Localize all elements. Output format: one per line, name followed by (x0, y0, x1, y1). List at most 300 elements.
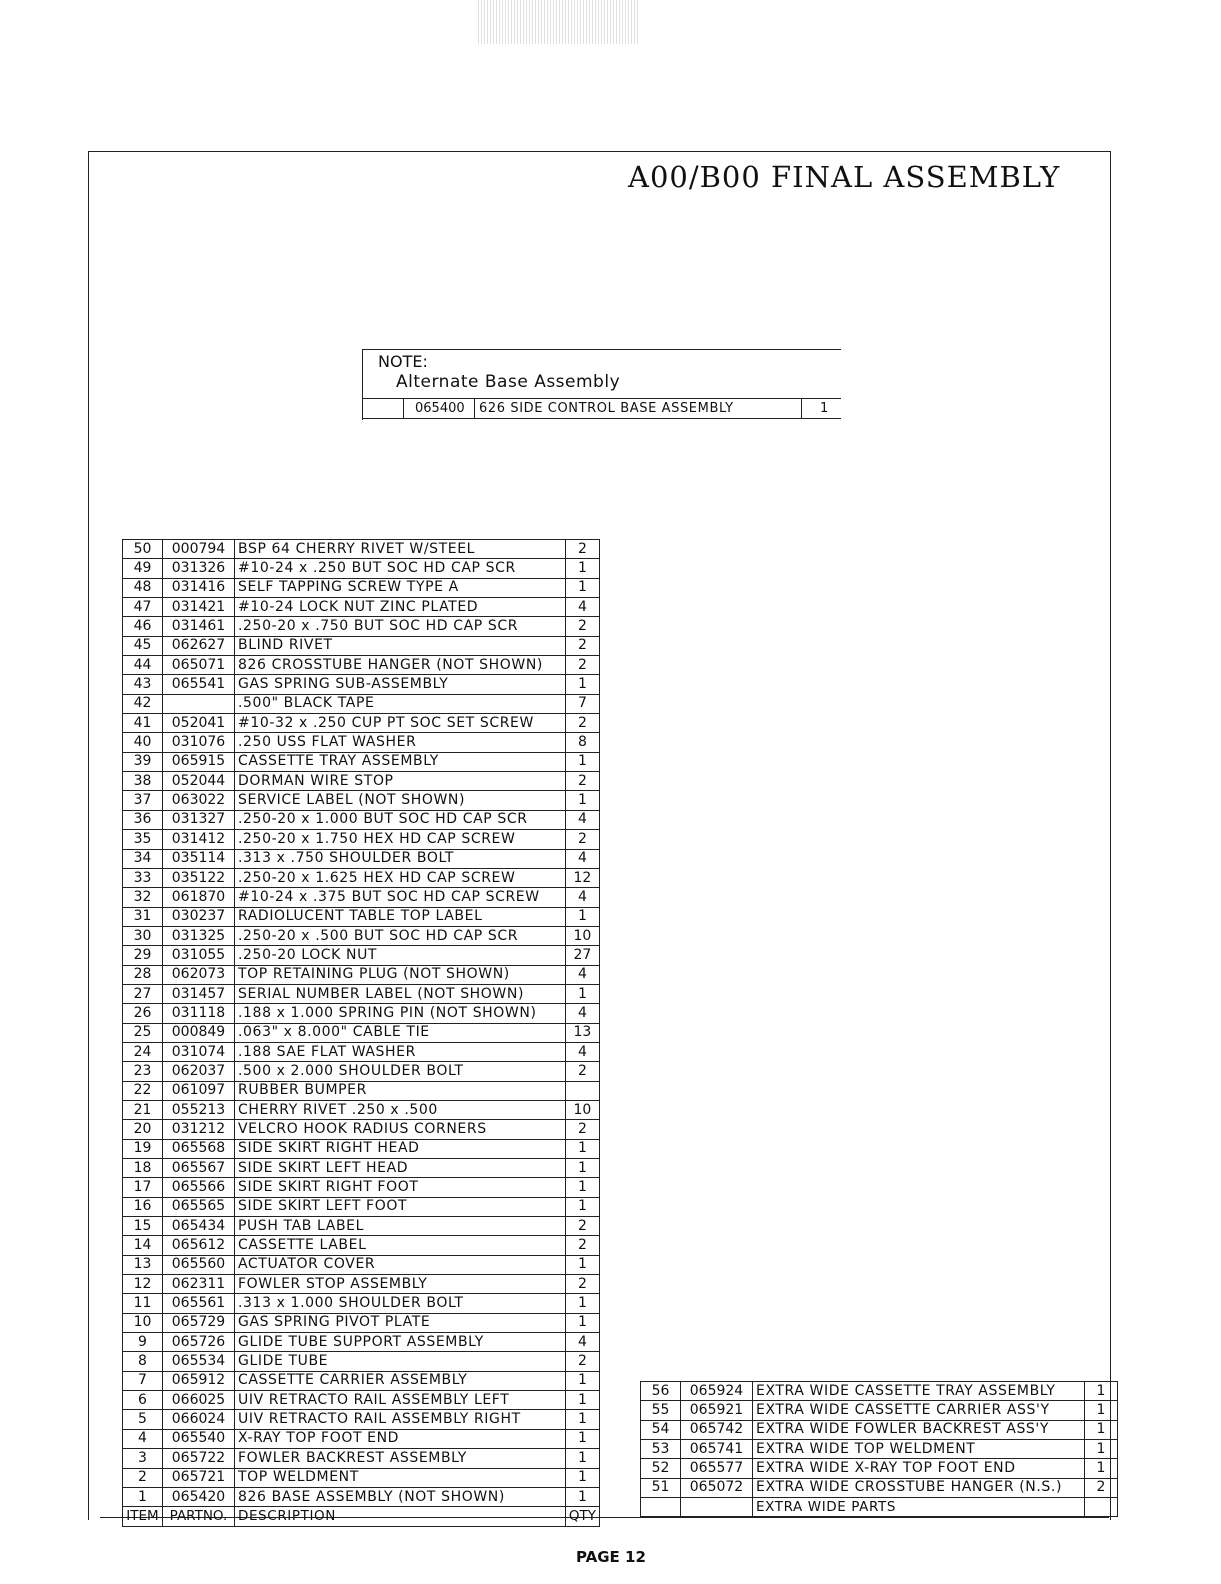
description-cell: SELF TAPPING SCREW TYPE A (235, 578, 566, 597)
quantity-cell: 1 (565, 1294, 599, 1313)
item-number-cell: 4 (123, 1429, 163, 1448)
quantity-cell: 2 (565, 656, 599, 675)
part-number-cell: 031325 (163, 926, 235, 945)
description-cell: SIDE SKIRT LEFT HEAD (235, 1159, 566, 1178)
description-cell: .250-20 x .500 BUT SOC HD CAP SCR (235, 926, 566, 945)
item-number-cell: 26 (123, 1004, 163, 1023)
note-box (362, 349, 841, 420)
table-row (641, 1440, 1118, 1459)
description-cell: FOWLER STOP ASSEMBLY (235, 1275, 566, 1294)
quantity-cell: 2 (565, 772, 599, 791)
part-number-cell: 031074 (163, 1042, 235, 1061)
part-number-cell: 061870 (163, 888, 235, 907)
quantity-cell: 1 (565, 752, 599, 771)
part-number-cell: 065726 (163, 1333, 235, 1352)
note-qty: 1 (820, 401, 829, 416)
description-cell: .250-20 LOCK NUT (235, 946, 566, 965)
quantity-cell: 1 (565, 559, 599, 578)
table-row (123, 1062, 600, 1081)
part-number-cell: 065071 (163, 656, 235, 675)
item-number-cell: 38 (123, 772, 163, 791)
column-header-qty (1085, 1498, 1118, 1517)
item-number-cell: 3 (123, 1449, 163, 1468)
quantity-cell: 1 (565, 578, 599, 597)
table-row (123, 965, 600, 984)
column-header-item: ITEM (123, 1507, 163, 1526)
description-cell: RADIOLUCENT TABLE TOP LABEL (235, 907, 566, 926)
item-number-cell: 28 (123, 965, 163, 984)
column-header-description: EXTRA WIDE PARTS (753, 1498, 1085, 1517)
description-cell: UIV RETRACTO RAIL ASSEMBLY LEFT (235, 1391, 566, 1410)
part-number-cell: 062073 (163, 965, 235, 984)
table-row (123, 1255, 600, 1274)
description-cell: GAS SPRING PIVOT PLATE (235, 1313, 566, 1332)
item-number-cell: 41 (123, 714, 163, 733)
table-row (123, 578, 600, 597)
table-row (123, 907, 600, 926)
quantity-cell: 2 (565, 830, 599, 849)
item-number-cell: 5 (123, 1410, 163, 1429)
table-row (123, 1313, 600, 1332)
table-row (123, 1352, 600, 1371)
item-number-cell: 33 (123, 868, 163, 887)
item-number-cell: 45 (123, 636, 163, 655)
part-number-cell: 031421 (163, 598, 235, 617)
table-row (123, 1100, 600, 1119)
table-row (123, 1081, 600, 1100)
parts-list-table (122, 539, 600, 1527)
quantity-cell: 2 (565, 714, 599, 733)
part-number-cell: 065566 (163, 1178, 235, 1197)
part-number-cell: 065072 (681, 1478, 753, 1497)
item-number-cell: 44 (123, 656, 163, 675)
column-header-item (641, 1498, 681, 1517)
description-cell: EXTRA WIDE CASSETTE CARRIER ASS'Y (753, 1401, 1085, 1420)
quantity-cell: 2 (565, 1217, 599, 1236)
table-row (123, 1449, 600, 1468)
quantity-cell: 1 (565, 1429, 599, 1448)
table-row (641, 1459, 1118, 1478)
quantity-cell: 1 (565, 1449, 599, 1468)
quantity-cell (565, 1081, 599, 1100)
item-number-cell: 8 (123, 1352, 163, 1371)
description-cell: BSP 64 CHERRY RIVET W/STEEL (235, 540, 566, 559)
table-row (123, 1139, 600, 1158)
quantity-cell: 1 (565, 1178, 599, 1197)
item-number-cell: 35 (123, 830, 163, 849)
part-number-cell: 031326 (163, 559, 235, 578)
quantity-cell: 1 (565, 1139, 599, 1158)
part-number-cell: 065612 (163, 1236, 235, 1255)
part-number-cell: 031212 (163, 1120, 235, 1139)
note-description: 626 SIDE CONTROL BASE ASSEMBLY (479, 401, 734, 416)
item-number-cell: 53 (641, 1440, 681, 1459)
table-row (123, 1468, 600, 1487)
quantity-cell: 2 (565, 1120, 599, 1139)
item-number-cell: 48 (123, 578, 163, 597)
quantity-cell: 4 (565, 965, 599, 984)
item-number-cell: 13 (123, 1255, 163, 1274)
quantity-cell: 2 (565, 1275, 599, 1294)
item-number-cell: 25 (123, 1023, 163, 1042)
table-row (123, 636, 600, 655)
quantity-cell: 2 (565, 1236, 599, 1255)
item-number-cell: 22 (123, 1081, 163, 1100)
table-row (123, 1159, 600, 1178)
item-number-cell: 20 (123, 1120, 163, 1139)
part-number-cell: 031076 (163, 733, 235, 752)
quantity-cell: 4 (565, 849, 599, 868)
quantity-cell: 1 (1085, 1382, 1118, 1401)
part-number-cell: 065742 (681, 1420, 753, 1439)
part-number-cell: 055213 (163, 1100, 235, 1119)
part-number-cell: 031118 (163, 1004, 235, 1023)
table-row (123, 617, 600, 636)
table-row (123, 1333, 600, 1352)
item-number-cell: 56 (641, 1382, 681, 1401)
item-number-cell: 51 (641, 1478, 681, 1497)
description-cell: DORMAN WIRE STOP (235, 772, 566, 791)
item-number-cell: 36 (123, 810, 163, 829)
item-number-cell: 37 (123, 791, 163, 810)
quantity-cell: 4 (565, 1333, 599, 1352)
part-number-cell: 052044 (163, 772, 235, 791)
item-number-cell: 29 (123, 946, 163, 965)
table-row (123, 714, 600, 733)
table-row (123, 1275, 600, 1294)
description-cell: .188 x 1.000 SPRING PIN (NOT SHOWN) (235, 1004, 566, 1023)
part-number-cell: 030237 (163, 907, 235, 926)
part-number-cell: 065565 (163, 1197, 235, 1216)
part-number-cell: 065721 (163, 1468, 235, 1487)
item-number-cell: 9 (123, 1333, 163, 1352)
quantity-cell: 7 (565, 694, 599, 713)
part-number-cell: 065568 (163, 1139, 235, 1158)
table-row (123, 1023, 600, 1042)
table-row (123, 1120, 600, 1139)
table-row (123, 540, 600, 559)
part-number-cell: 065912 (163, 1371, 235, 1390)
quantity-cell: 10 (565, 1100, 599, 1119)
description-cell: .250-20 x 1.625 HEX HD CAP SCREW (235, 868, 566, 887)
table-row (641, 1401, 1118, 1420)
quantity-cell: 27 (565, 946, 599, 965)
table-row (123, 1391, 600, 1410)
table-row (123, 984, 600, 1003)
description-cell: CASSETTE CARRIER ASSEMBLY (235, 1371, 566, 1390)
note-label: NOTE: (378, 352, 428, 371)
table-header-row (123, 1507, 600, 1526)
table-row (123, 1217, 600, 1236)
description-cell: EXTRA WIDE CROSSTUBE HANGER (N.S.) (753, 1478, 1085, 1497)
description-cell: UIV RETRACTO RAIL ASSEMBLY RIGHT (235, 1410, 566, 1429)
part-number-cell: 065924 (681, 1382, 753, 1401)
quantity-cell: 2 (565, 540, 599, 559)
description-cell: SIDE SKIRT RIGHT FOOT (235, 1178, 566, 1197)
part-number-cell: 065722 (163, 1449, 235, 1468)
quantity-cell: 2 (565, 1352, 599, 1371)
table-row (123, 694, 600, 713)
part-number-cell: 035114 (163, 849, 235, 868)
table-row (123, 752, 600, 771)
table-row (123, 830, 600, 849)
item-number-cell: 54 (641, 1420, 681, 1439)
part-number-cell: 065560 (163, 1255, 235, 1274)
description-cell: BLIND RIVET (235, 636, 566, 655)
table-row (641, 1420, 1118, 1439)
item-number-cell: 2 (123, 1468, 163, 1487)
item-number-cell: 1 (123, 1487, 163, 1506)
description-cell: .500 x 2.000 SHOULDER BOLT (235, 1062, 566, 1081)
description-cell: PUSH TAB LABEL (235, 1217, 566, 1236)
part-number-cell: 065577 (681, 1459, 753, 1478)
item-number-cell: 15 (123, 1217, 163, 1236)
column-header-partno: PARTNO. (163, 1507, 235, 1526)
quantity-cell: 1 (565, 1487, 599, 1506)
table-row (123, 868, 600, 887)
item-number-cell: 50 (123, 540, 163, 559)
table-row (123, 1429, 600, 1448)
item-number-cell: 6 (123, 1391, 163, 1410)
description-cell: SIDE SKIRT RIGHT HEAD (235, 1139, 566, 1158)
table-row (123, 888, 600, 907)
quantity-cell: 1 (565, 675, 599, 694)
item-number-cell: 39 (123, 752, 163, 771)
description-cell: GLIDE TUBE (235, 1352, 566, 1371)
description-cell: .063" x 8.000" CABLE TIE (235, 1023, 566, 1042)
item-number-cell: 31 (123, 907, 163, 926)
part-number-cell: 065921 (681, 1401, 753, 1420)
item-number-cell: 11 (123, 1294, 163, 1313)
item-number-cell: 55 (641, 1401, 681, 1420)
column-header-qty: QTY (565, 1507, 599, 1526)
item-number-cell: 14 (123, 1236, 163, 1255)
item-number-cell: 23 (123, 1062, 163, 1081)
quantity-cell: 4 (565, 598, 599, 617)
column-header-partno (681, 1498, 753, 1517)
extra-wide-parts-table (640, 1381, 1118, 1517)
quantity-cell: 1 (565, 1468, 599, 1487)
description-cell: .250-20 x 1.000 BUT SOC HD CAP SCR (235, 810, 566, 829)
description-cell: #10-24 x .250 BUT SOC HD CAP SCR (235, 559, 566, 578)
quantity-cell: 1 (1085, 1401, 1118, 1420)
item-number-cell: 34 (123, 849, 163, 868)
quantity-cell: 1 (565, 1197, 599, 1216)
page-number: PAGE 12 (576, 1548, 646, 1566)
description-cell: CASSETTE LABEL (235, 1236, 566, 1255)
part-number-cell: 031457 (163, 984, 235, 1003)
description-cell: EXTRA WIDE FOWLER BACKREST ASS'Y (753, 1420, 1085, 1439)
table-row (123, 675, 600, 694)
table-row (123, 946, 600, 965)
description-cell: SERIAL NUMBER LABEL (NOT SHOWN) (235, 984, 566, 1003)
scan-artifact (478, 0, 640, 44)
item-number-cell: 24 (123, 1042, 163, 1061)
item-number-cell: 27 (123, 984, 163, 1003)
quantity-cell: 1 (565, 1255, 599, 1274)
part-number-cell: 065540 (163, 1429, 235, 1448)
description-cell: RUBBER BUMPER (235, 1081, 566, 1100)
quantity-cell: 12 (565, 868, 599, 887)
part-number-cell: 065534 (163, 1352, 235, 1371)
part-number-cell: 052041 (163, 714, 235, 733)
table-header-row (641, 1498, 1118, 1517)
description-cell: 826 BASE ASSEMBLY (NOT SHOWN) (235, 1487, 566, 1506)
item-number-cell: 7 (123, 1371, 163, 1390)
description-cell: #10-24 LOCK NUT ZINC PLATED (235, 598, 566, 617)
table-row (641, 1382, 1118, 1401)
part-number-cell: 065541 (163, 675, 235, 694)
description-cell: CASSETTE TRAY ASSEMBLY (235, 752, 566, 771)
quantity-cell: 1 (565, 1313, 599, 1332)
part-number-cell: 031327 (163, 810, 235, 829)
description-cell: #10-24 x .375 BUT SOC HD CAP SCREW (235, 888, 566, 907)
quantity-cell: 4 (565, 888, 599, 907)
table-row (123, 772, 600, 791)
description-cell: TOP WELDMENT (235, 1468, 566, 1487)
quantity-cell: 4 (565, 1004, 599, 1023)
item-number-cell: 19 (123, 1139, 163, 1158)
note-text: Alternate Base Assembly (396, 372, 621, 392)
table-row (641, 1478, 1118, 1497)
description-cell: EXTRA WIDE CASSETTE TRAY ASSEMBLY (753, 1382, 1085, 1401)
part-number-cell: 031461 (163, 617, 235, 636)
table-row (123, 1042, 600, 1061)
quantity-cell: 2 (1085, 1478, 1118, 1497)
item-number-cell: 52 (641, 1459, 681, 1478)
description-cell: GAS SPRING SUB-ASSEMBLY (235, 675, 566, 694)
item-number-cell: 17 (123, 1178, 163, 1197)
quantity-cell: 2 (565, 617, 599, 636)
quantity-cell: 1 (565, 1371, 599, 1390)
description-cell: SERVICE LABEL (NOT SHOWN) (235, 791, 566, 810)
item-number-cell: 40 (123, 733, 163, 752)
quantity-cell: 1 (565, 1410, 599, 1429)
table-row (123, 926, 600, 945)
description-cell: ACTUATOR COVER (235, 1255, 566, 1274)
part-number-cell: 035122 (163, 868, 235, 887)
part-number-cell: 061097 (163, 1081, 235, 1100)
table-row (123, 1197, 600, 1216)
table-row (123, 1371, 600, 1390)
part-number-cell: 065561 (163, 1294, 235, 1313)
part-number-cell (163, 694, 235, 713)
quantity-cell: 1 (565, 791, 599, 810)
item-number-cell: 42 (123, 694, 163, 713)
part-number-cell: 065915 (163, 752, 235, 771)
quantity-cell: 13 (565, 1023, 599, 1042)
part-number-cell: 062037 (163, 1062, 235, 1081)
description-cell: .250-20 x 1.750 HEX HD CAP SCREW (235, 830, 566, 849)
part-number-cell: 062311 (163, 1275, 235, 1294)
description-cell: EXTRA WIDE X-RAY TOP FOOT END (753, 1459, 1085, 1478)
part-number-cell: 031416 (163, 578, 235, 597)
description-cell: .188 SAE FLAT WASHER (235, 1042, 566, 1061)
table-row (123, 849, 600, 868)
part-number-cell: 031055 (163, 946, 235, 965)
table-row (123, 559, 600, 578)
quantity-cell: 10 (565, 926, 599, 945)
quantity-cell: 4 (565, 810, 599, 829)
part-number-cell: 065567 (163, 1159, 235, 1178)
part-number-cell: 063022 (163, 791, 235, 810)
column-header-description: DESCRIPTION (235, 1507, 566, 1526)
description-cell: .313 x 1.000 SHOULDER BOLT (235, 1294, 566, 1313)
description-cell: 826 CROSSTUBE HANGER (NOT SHOWN) (235, 656, 566, 675)
description-cell: .250-20 x .750 BUT SOC HD CAP SCR (235, 617, 566, 636)
table-row (123, 810, 600, 829)
description-cell: .250 USS FLAT WASHER (235, 733, 566, 752)
description-cell: .313 x .750 SHOULDER BOLT (235, 849, 566, 868)
quantity-cell: 4 (565, 1042, 599, 1061)
description-cell: .500" BLACK TAPE (235, 694, 566, 713)
table-row (123, 1004, 600, 1023)
table-row (123, 656, 600, 675)
item-number-cell: 21 (123, 1100, 163, 1119)
description-cell: VELCRO HOOK RADIUS CORNERS (235, 1120, 566, 1139)
item-number-cell: 46 (123, 617, 163, 636)
quantity-cell: 1 (565, 1391, 599, 1410)
table-row (123, 1294, 600, 1313)
description-cell: CHERRY RIVET .250 x .500 (235, 1100, 566, 1119)
description-cell: GLIDE TUBE SUPPORT ASSEMBLY (235, 1333, 566, 1352)
item-number-cell: 47 (123, 598, 163, 617)
quantity-cell: 2 (565, 636, 599, 655)
description-cell: EXTRA WIDE TOP WELDMENT (753, 1440, 1085, 1459)
item-number-cell: 30 (123, 926, 163, 945)
quantity-cell: 2 (565, 1062, 599, 1081)
part-number-cell: 031412 (163, 830, 235, 849)
quantity-cell: 1 (1085, 1459, 1118, 1478)
table-row (123, 1487, 600, 1506)
part-number-cell: 066025 (163, 1391, 235, 1410)
part-number-cell: 000794 (163, 540, 235, 559)
quantity-cell: 1 (565, 907, 599, 926)
item-number-cell: 49 (123, 559, 163, 578)
part-number-cell: 000849 (163, 1023, 235, 1042)
table-row (123, 1178, 600, 1197)
table-row (123, 733, 600, 752)
item-number-cell: 12 (123, 1275, 163, 1294)
part-number-cell: 066024 (163, 1410, 235, 1429)
quantity-cell: 8 (565, 733, 599, 752)
description-cell: X-RAY TOP FOOT END (235, 1429, 566, 1448)
table-row (123, 791, 600, 810)
table-row (123, 598, 600, 617)
part-number-cell: 065434 (163, 1217, 235, 1236)
part-number-cell: 065420 (163, 1487, 235, 1506)
description-cell: #10-32 x .250 CUP PT SOC SET SCREW (235, 714, 566, 733)
table-row (123, 1236, 600, 1255)
note-part-number: 065400 (415, 401, 465, 416)
description-cell: FOWLER BACKREST ASSEMBLY (235, 1449, 566, 1468)
quantity-cell: 1 (1085, 1440, 1118, 1459)
quantity-cell: 1 (565, 984, 599, 1003)
page-title: A00/B00 FINAL ASSEMBLY (628, 160, 1061, 194)
table-row (123, 1410, 600, 1429)
item-number-cell: 18 (123, 1159, 163, 1178)
description-cell: SIDE SKIRT LEFT FOOT (235, 1197, 566, 1216)
part-number-cell: 062627 (163, 636, 235, 655)
part-number-cell: 065729 (163, 1313, 235, 1332)
part-number-cell: 065741 (681, 1440, 753, 1459)
item-number-cell: 43 (123, 675, 163, 694)
item-number-cell: 16 (123, 1197, 163, 1216)
item-number-cell: 10 (123, 1313, 163, 1332)
quantity-cell: 1 (1085, 1420, 1118, 1439)
note-part-row (363, 398, 841, 419)
description-cell: TOP RETAINING PLUG (NOT SHOWN) (235, 965, 566, 984)
